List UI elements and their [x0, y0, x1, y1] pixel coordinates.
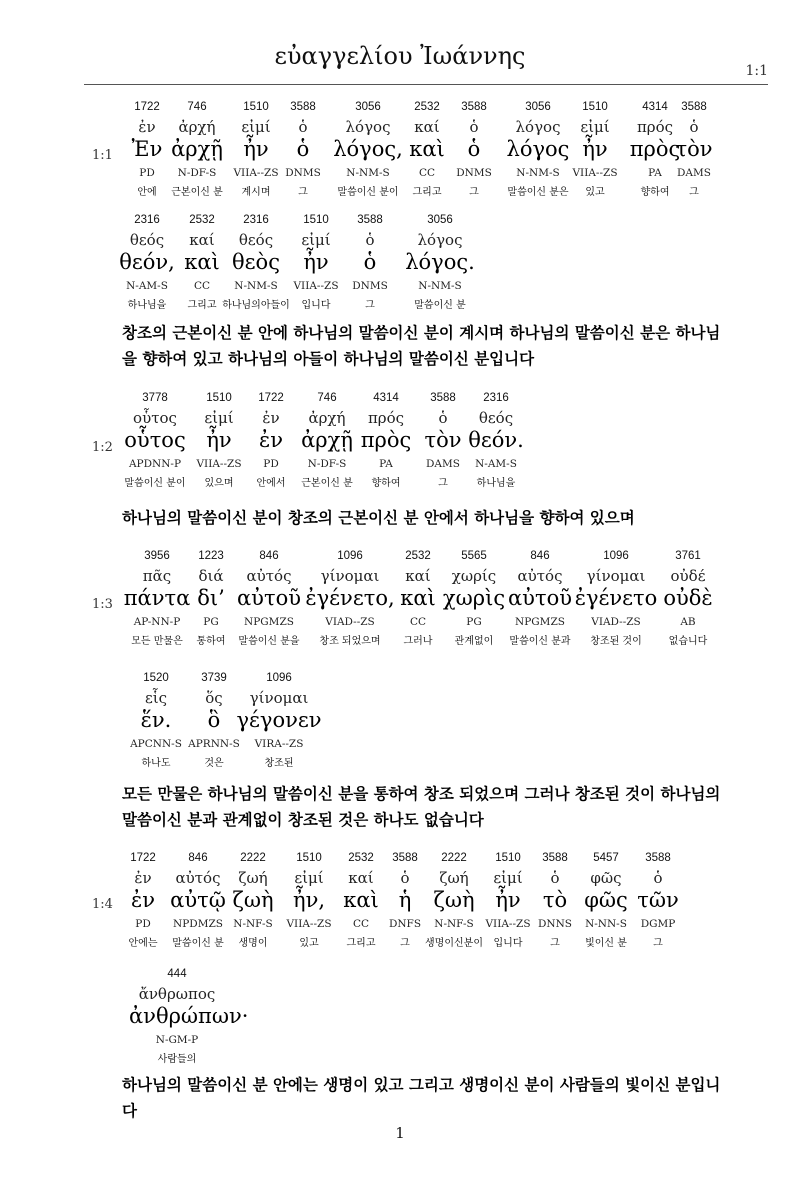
lemma: ἀρχή — [308, 409, 346, 427]
lemma: οὗτος — [133, 409, 177, 427]
parsing-code: PD — [135, 918, 151, 930]
strongs-number: 1510 — [582, 101, 608, 113]
parsing-code: PG — [466, 616, 482, 628]
verse-number: 1:2 — [92, 440, 113, 455]
korean-gloss: 말씀이신 분과 — [509, 636, 571, 647]
greek-word: ἕν. — [140, 708, 172, 732]
lemma: καί — [414, 118, 440, 136]
strongs-number: 1510 — [495, 852, 521, 864]
korean-gloss: 말씀이신 분이 — [337, 187, 399, 198]
strongs-number: 3956 — [144, 550, 170, 562]
strongs-number: 444 — [167, 968, 187, 980]
korean-gloss: 그리고 — [346, 938, 376, 949]
strongs-number: 3588 — [357, 214, 383, 226]
parsing-code: DNMS — [285, 167, 321, 179]
strongs-number: 1510 — [296, 852, 322, 864]
strongs-number: 2222 — [240, 852, 266, 864]
parsing-code: N-DF-S — [177, 167, 217, 179]
korean-gloss: 말씀이신 분을 — [238, 636, 300, 647]
greek-word: τὸ — [542, 888, 568, 912]
parsing-code: VIIA--ZS — [293, 280, 339, 292]
korean-gloss: 안에서 — [256, 478, 286, 489]
strongs-number: 846 — [530, 550, 550, 562]
korean-gloss: 하나님을 — [127, 300, 167, 311]
interlinear-line — [0, 852, 800, 948]
korean-gloss: 그 — [550, 938, 560, 949]
strongs-number: 2316 — [483, 392, 509, 404]
greek-word: ἀρχῇ — [301, 428, 353, 452]
lemma: ἄνθρωπος — [138, 985, 216, 1003]
lemma: εἰμί — [580, 118, 610, 136]
korean-gloss: 하나님을 — [476, 478, 516, 489]
greek-word: οὐδὲ — [663, 586, 713, 610]
lemma: ὁ — [400, 869, 410, 887]
interlinear-line — [0, 101, 800, 197]
korean-gloss: 그 — [400, 938, 410, 949]
parsing-code: N-NM-S — [346, 167, 390, 179]
greek-word: πρὸς — [629, 137, 681, 161]
korean-gloss: 근본이신 분 — [301, 478, 353, 489]
greek-word: ἦν — [243, 137, 269, 161]
lemma: γίνομαι — [586, 567, 646, 585]
greek-word: ἦν, — [292, 888, 326, 912]
verse-translation: 창조의 근본이신 분 안에 하나님의 말씀이신 분이 계시며 하나님의 말씀이신 분은 하나님을 향하여 있고 하나님의 아들이 하나님의 말씀이신 분입니다 — [122, 324, 721, 368]
greek-word: ἐν — [130, 888, 156, 912]
greek-word: δι’ — [197, 586, 225, 610]
korean-gloss: 창조된 — [264, 758, 294, 769]
greek-word: ἦν — [495, 888, 521, 912]
parsing-code: CC — [352, 918, 370, 930]
lemma: λόγος — [417, 231, 463, 249]
korean-gloss: 그러나 — [403, 636, 433, 647]
lemma: ὁ — [653, 869, 663, 887]
korean-gloss: 것은 — [204, 758, 224, 769]
strongs-number: 3739 — [201, 672, 227, 684]
interlinear-word — [610, 852, 706, 948]
parsing-code: DNMS — [352, 280, 388, 292]
lemma: εἷς — [144, 689, 168, 707]
strongs-number: 4314 — [373, 392, 399, 404]
lemma: ὁ — [298, 118, 308, 136]
lemma: ὁ — [438, 409, 448, 427]
greek-word: γέγονεν — [236, 708, 322, 732]
strongs-number: 846 — [259, 550, 279, 562]
interlinear-line — [0, 968, 800, 1064]
greek-word: τῶν — [637, 888, 679, 912]
greek-word: λόγος. — [405, 250, 475, 274]
korean-gloss: 사람들의 — [157, 1054, 197, 1065]
strongs-number: 1096 — [603, 550, 629, 562]
lemma: ὁ — [365, 231, 375, 249]
korean-gloss: 그리고 — [412, 187, 442, 198]
korean-gloss: 입니다 — [301, 300, 331, 311]
interlinear-line — [0, 392, 800, 488]
greek-word: ἀνθρώπων· — [129, 1004, 249, 1028]
strongs-number: 1096 — [266, 672, 292, 684]
lemma: εἰμί — [493, 869, 523, 887]
korean-gloss: 관계없이 — [454, 636, 494, 647]
parsing-code: NPGMZS — [244, 616, 294, 628]
korean-gloss: 생명이신분이 — [425, 938, 483, 949]
greek-word: χωρὶς — [442, 586, 506, 610]
korean-gloss: 계시며 — [241, 187, 271, 198]
parsing-code: AP-NN-P — [133, 616, 181, 628]
greek-word: θεὸς — [232, 250, 280, 274]
page-number: 1 — [395, 1124, 405, 1142]
lemma: ἀρχή — [178, 118, 216, 136]
strongs-number: 746 — [187, 101, 207, 113]
parsing-code: PA — [379, 458, 393, 470]
korean-gloss: 통하여 — [196, 636, 226, 647]
lemma: ζωή — [439, 869, 469, 887]
greek-word: Ἐν — [131, 137, 163, 161]
interlinear-word — [392, 214, 488, 310]
parsing-code: N-NM-S — [418, 280, 462, 292]
lemma: ζωή — [238, 869, 268, 887]
strongs-number: 3588 — [392, 852, 418, 864]
parsing-code: VIAD--ZS — [591, 616, 641, 628]
korean-gloss: 그 — [365, 300, 375, 311]
parsing-code: CC — [409, 616, 427, 628]
strongs-number: 746 — [317, 392, 337, 404]
verse-translation: 모든 만물은 하나님의 말씀이신 분을 통하여 창조 되었으며 그러나 창조된 것이 하나님의 말씀이신 분과 관계없이 창조된 것은 하나도 없습니다 — [122, 785, 721, 829]
strongs-number: 3056 — [525, 101, 551, 113]
parsing-code: VIRA--ZS — [254, 738, 304, 750]
greek-word: ἡ — [398, 888, 412, 912]
parsing-code: DGMP — [640, 918, 676, 930]
korean-gloss: 생명이 — [238, 938, 268, 949]
interlinear-word — [129, 968, 249, 1065]
strongs-number: 1510 — [303, 214, 329, 226]
greek-word: ἀρχῇ — [171, 137, 223, 161]
interlinear-word — [640, 550, 736, 646]
korean-gloss: 안에는 — [128, 938, 158, 949]
strongs-number: 3588 — [461, 101, 487, 113]
lemma: θεός — [478, 409, 514, 427]
korean-gloss: 모든 만물은 — [131, 636, 183, 647]
strongs-number: 3588 — [290, 101, 316, 113]
strongs-number: 1722 — [258, 392, 284, 404]
korean-gloss: 빛이신 분 — [585, 938, 627, 949]
strongs-number: 3056 — [427, 214, 453, 226]
greek-word: ὁ — [363, 250, 377, 274]
strongs-number: 3761 — [675, 550, 701, 562]
lemma: εἰμί — [204, 409, 234, 427]
strongs-number: 2532 — [189, 214, 215, 226]
greek-word: ζωὴ — [433, 888, 475, 912]
strongs-number: 2532 — [414, 101, 440, 113]
lemma: αὐτός — [246, 567, 292, 585]
korean-gloss: 향하여 — [371, 478, 401, 489]
lemma: χωρίς — [451, 567, 497, 585]
strongs-number: 2316 — [243, 214, 269, 226]
parsing-code: DAMS — [426, 458, 460, 470]
greek-word: ὁ — [467, 137, 481, 161]
lemma: αὐτός — [517, 567, 563, 585]
lemma: διά — [198, 567, 224, 585]
header-divider — [84, 84, 768, 85]
korean-gloss: 그 — [653, 938, 663, 949]
parsing-code: AB — [680, 616, 696, 628]
lemma: φῶς — [590, 869, 622, 887]
lemma: ἐν — [138, 118, 156, 136]
verse-translation: 하나님의 말씀이신 분 안에는 생명이 있고 그리고 생명이신 분이 사람들의 빛이신 분입니다 — [122, 1076, 721, 1120]
korean-gloss: 그 — [469, 187, 479, 198]
strongs-number: 1096 — [337, 550, 363, 562]
parsing-code: VIIA--ZS — [196, 458, 242, 470]
strongs-number: 1722 — [134, 101, 160, 113]
parsing-code: PD — [263, 458, 279, 470]
korean-gloss: 말씀이신 분은 — [507, 187, 569, 198]
strongs-number: 5565 — [461, 550, 487, 562]
korean-gloss: 창조된 것이 — [590, 636, 642, 647]
strongs-number: 846 — [188, 852, 208, 864]
greek-word: αὐτῷ — [170, 888, 226, 912]
greek-word: θεόν, — [119, 250, 175, 274]
strongs-number: 2532 — [348, 852, 374, 864]
strongs-number: 3588 — [645, 852, 671, 864]
parsing-code: CC — [193, 280, 211, 292]
parsing-code: PG — [203, 616, 219, 628]
korean-gloss: 말씀이신 분 — [414, 300, 466, 311]
strongs-number: 3588 — [542, 852, 568, 864]
parsing-code: N-AM-S — [475, 458, 517, 470]
parsing-code: N-GM-P — [155, 1034, 199, 1046]
greek-word: ἐγένετο — [574, 586, 658, 610]
lemma: πρός — [636, 118, 674, 136]
parsing-code: N-NF-S — [233, 918, 273, 930]
lemma: εἰμί — [294, 869, 324, 887]
parsing-code: APDNN-P — [128, 458, 182, 470]
interlinear-line — [0, 550, 800, 646]
lemma: εἰμί — [301, 231, 331, 249]
greek-word: ἐγένετο, — [305, 586, 395, 610]
greek-word: ἦν — [582, 137, 608, 161]
parsing-code: VIIA--ZS — [233, 167, 279, 179]
greek-word: λόγος, — [333, 137, 403, 161]
lemma: ὁ — [550, 869, 560, 887]
greek-word: ἐν — [258, 428, 284, 452]
greek-word: φῶς — [584, 888, 628, 912]
greek-word: αὐτοῦ — [508, 586, 572, 610]
parsing-code: DNMS — [456, 167, 492, 179]
lemma: οὐδέ — [670, 567, 706, 585]
lemma: λόγος — [515, 118, 561, 136]
verse-number: 1:1 — [92, 148, 113, 163]
lemma: λόγος — [345, 118, 391, 136]
parsing-code: N-DF-S — [307, 458, 347, 470]
lemma: πρός — [367, 409, 405, 427]
parsing-code: NPGMZS — [515, 616, 565, 628]
korean-gloss: 그 — [438, 478, 448, 489]
greek-word: θεόν. — [468, 428, 524, 452]
parsing-code: N-NN-S — [585, 918, 627, 930]
strongs-number: 2316 — [134, 214, 160, 226]
book-title: εὐαγγελίου Ἰωάννης — [274, 42, 526, 70]
korean-gloss: 그 — [689, 187, 699, 198]
parsing-code: APCNN-S — [130, 738, 182, 750]
lemma: ὁ — [469, 118, 479, 136]
greek-word: ὃ — [207, 708, 221, 732]
strongs-number: 2222 — [441, 852, 467, 864]
lemma: θεός — [238, 231, 274, 249]
interlinear-word — [646, 101, 742, 197]
greek-word: αὐτοῦ — [237, 586, 301, 610]
greek-word: ἦν — [303, 250, 329, 274]
verse-number: 1:4 — [92, 897, 113, 912]
interlinear-line — [0, 214, 800, 310]
lemma: ὅς — [205, 689, 223, 707]
parsing-code: VIAD--ZS — [325, 616, 375, 628]
parsing-code: N-NM-S — [234, 280, 278, 292]
korean-gloss: 향하여 — [640, 187, 670, 198]
verse-number: 1:3 — [92, 597, 113, 612]
greek-word: οὗτος — [124, 428, 186, 452]
interlinear-word — [231, 672, 327, 768]
lemma: γίνομαι — [249, 689, 309, 707]
strongs-number: 4314 — [642, 101, 668, 113]
parsing-code: DNFS — [388, 918, 422, 930]
lemma: εἰμί — [241, 118, 271, 136]
strongs-number: 1510 — [206, 392, 232, 404]
strongs-number: 1510 — [243, 101, 269, 113]
lemma: ἐν — [134, 869, 152, 887]
strongs-number: 1722 — [130, 852, 156, 864]
greek-word: ζωὴ — [232, 888, 274, 912]
lemma: καί — [189, 231, 215, 249]
parsing-code: CC — [418, 167, 436, 179]
greek-word: τὸν — [675, 137, 713, 161]
strongs-number: 3588 — [681, 101, 707, 113]
korean-gloss: 말씀이신 분이 — [124, 478, 186, 489]
verse-translation: 하나님의 말씀이신 분이 창조의 근본이신 분 안에서 하나님을 향하여 있으며 — [122, 509, 635, 527]
greek-word: ἦν — [206, 428, 232, 452]
strongs-number: 5457 — [593, 852, 619, 864]
korean-gloss: 안에 — [137, 187, 157, 198]
lemma: αὐτός — [175, 869, 221, 887]
lemma: ὁ — [689, 118, 699, 136]
lemma: καί — [348, 869, 374, 887]
parsing-code: APRNN-S — [188, 738, 240, 750]
korean-gloss: 입니다 — [493, 938, 523, 949]
parsing-code: N-NM-S — [516, 167, 560, 179]
parsing-code: VIIA--ZS — [572, 167, 618, 179]
lemma: καί — [405, 567, 431, 585]
korean-gloss: 말씀이신 분 — [172, 938, 224, 949]
greek-word: ὁ — [296, 137, 310, 161]
greek-word: πάντα — [123, 586, 191, 610]
parsing-code: N-AM-S — [126, 280, 168, 292]
greek-word: τὸν — [424, 428, 462, 452]
parsing-code: DAMS — [677, 167, 711, 179]
strongs-number: 1520 — [143, 672, 169, 684]
chapter-reference: 1:1 — [745, 63, 768, 79]
parsing-code: DNNS — [538, 918, 572, 930]
greek-word: καὶ — [400, 586, 436, 610]
greek-word: καὶ — [409, 137, 445, 161]
interlinear-word — [448, 392, 544, 488]
strongs-number: 1223 — [198, 550, 224, 562]
parsing-code: N-NF-S — [434, 918, 474, 930]
parsing-code: VIIA--ZS — [286, 918, 332, 930]
korean-gloss: 있고 — [585, 187, 605, 198]
parsing-code: NPDMZS — [173, 918, 223, 930]
korean-gloss: 있고 — [299, 938, 319, 949]
strongs-number: 3588 — [430, 392, 456, 404]
greek-word: πρὸς — [360, 428, 412, 452]
korean-gloss: 그 — [298, 187, 308, 198]
parsing-code: VIIA--ZS — [485, 918, 531, 930]
lemma: θεός — [129, 231, 165, 249]
lemma: ἐν — [262, 409, 280, 427]
greek-word: λόγος — [506, 137, 570, 161]
parsing-code: PA — [648, 167, 662, 179]
greek-word: καὶ — [343, 888, 379, 912]
korean-gloss: 하나님의아들이 — [222, 300, 290, 311]
korean-gloss: 근본이신 분 — [171, 187, 223, 198]
korean-gloss: 없습니다 — [668, 636, 708, 647]
strongs-number: 3056 — [355, 101, 381, 113]
korean-gloss: 창조 되었으며 — [319, 636, 381, 647]
korean-gloss: 있으며 — [204, 478, 234, 489]
interlinear-line — [0, 672, 800, 768]
korean-gloss: 그리고 — [187, 300, 217, 311]
parsing-code: PD — [139, 167, 155, 179]
lemma: πᾶς — [142, 567, 172, 585]
greek-word: καὶ — [184, 250, 220, 274]
lemma: γίνομαι — [320, 567, 380, 585]
strongs-number: 3778 — [142, 392, 168, 404]
strongs-number: 2532 — [405, 550, 431, 562]
korean-gloss: 하나도 — [141, 758, 171, 769]
